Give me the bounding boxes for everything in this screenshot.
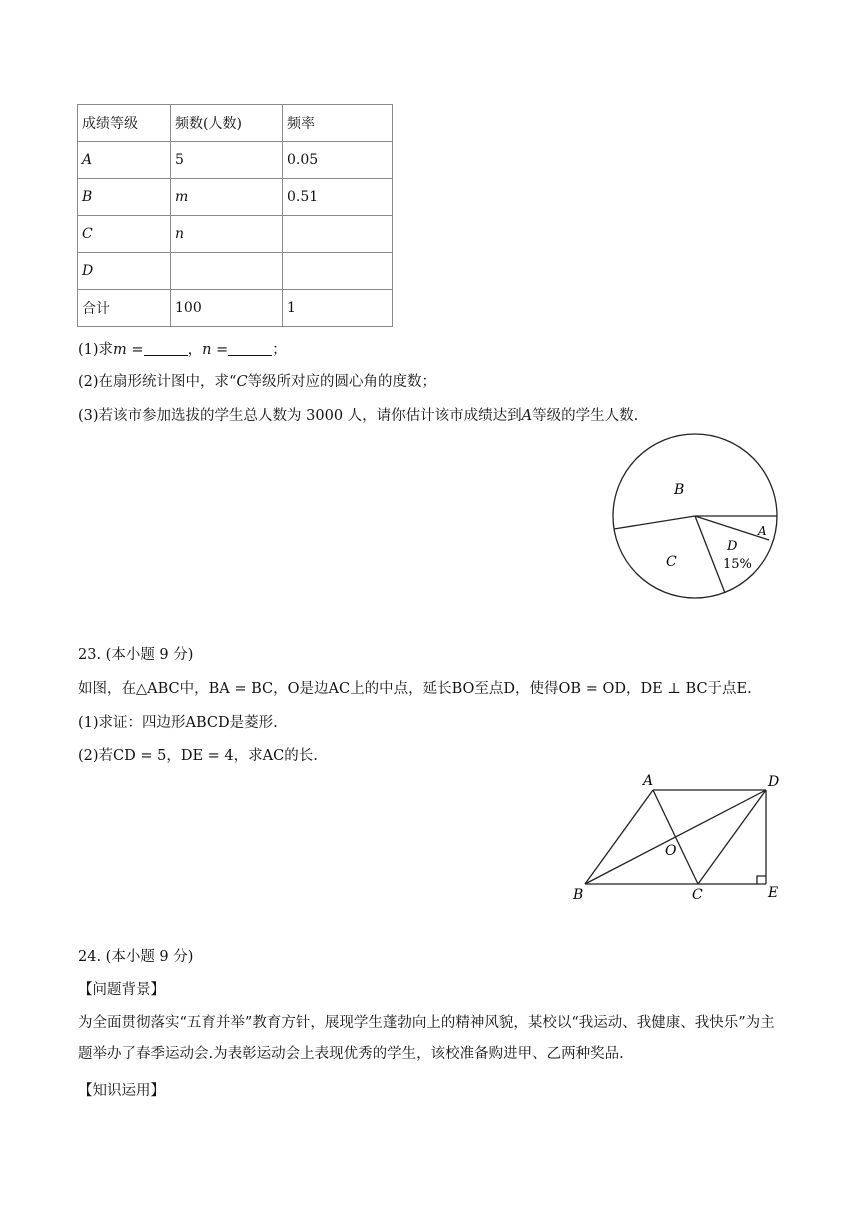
point-label-b: B (573, 887, 584, 903)
table-cell: 5 (171, 142, 283, 179)
pie-chart (600, 430, 800, 605)
question-23-part-1: (1)求证：四边形ABCD是菱形. (78, 715, 278, 731)
question-23-heading: 23. (本小题 9 分) (78, 647, 194, 663)
table-cell: 合计 (78, 290, 171, 327)
table-row (78, 253, 393, 290)
table-cell (171, 253, 283, 290)
table-cell: C (78, 216, 171, 253)
question-22-part-1: (1)求m = ，n = ； (78, 342, 287, 358)
table-header: 成绩等级 (78, 105, 171, 142)
table-row (78, 216, 393, 253)
question-23-stem: 如图，在△ABC中，BA = BC，O是边AC上的中点，延长BO至点D，使得OB = OD，DE ⊥ BC于点E. (78, 681, 752, 697)
pie-label-d-percent: 15% (723, 557, 752, 572)
section-title-knowledge: 【知识运用】 (78, 1083, 165, 1099)
point-label-o: O (665, 843, 677, 859)
table-cell: n (171, 216, 283, 253)
table-row (78, 290, 393, 327)
question-24-heading: 24. (本小题 9 分) (78, 949, 194, 965)
point-label-d: D (768, 774, 780, 790)
pie-label-c: C (666, 554, 677, 570)
table-header: 频数(人数) (171, 105, 283, 142)
pie-divider (614, 516, 695, 529)
table-cell: 100 (171, 290, 283, 327)
pie-divider (695, 516, 725, 593)
table-cell: 0.05 (283, 142, 393, 179)
question-22-part-3: (3)若该市参加选拔的学生总人数为 3000 人，请你估计该市成绩达到A等级的学生人数. (78, 408, 639, 424)
table-cell: A (78, 142, 171, 179)
point-label-a: A (643, 773, 654, 789)
table-cell (283, 253, 393, 290)
answer-blank (144, 341, 188, 356)
point-label-e: E (768, 885, 779, 901)
answer-blank (228, 341, 272, 356)
table-cell: 1 (283, 290, 393, 327)
pie-label-d: D (727, 539, 738, 554)
table-row (78, 142, 393, 179)
point-label-c: C (692, 887, 703, 903)
question-22-part-2: (2)在扇形统计图中，求“C等级所对应的圆心角的度数； (78, 374, 437, 390)
question-23-part-2: (2)若CD = 5，DE = 4，求AC的长. (78, 748, 318, 764)
table-cell: D (78, 253, 171, 290)
pie-label-a: A (758, 524, 767, 538)
question-24-background-text: 为全面贯彻落实“五育并举”教育方针，展现学生蓬勃向上的精神风貌，某校以“我运动、我健康、我快乐”为主题举办了春季运动会.为表彰运动会上表现优秀的学生，该校准备购进甲、乙两种奖品. (78, 1015, 775, 1062)
rhombus-figure (565, 768, 790, 908)
table-cell: B (78, 179, 171, 216)
pie-label-b: B (674, 482, 685, 498)
table-header: 频率 (283, 105, 393, 142)
table-row (78, 179, 393, 216)
section-title-background: 【问题背景】 (78, 982, 165, 998)
table-header-row (78, 105, 393, 142)
table-cell: m (171, 179, 283, 216)
table-cell: 0.51 (283, 179, 393, 216)
table-cell (283, 216, 393, 253)
frequency-table (77, 104, 393, 327)
